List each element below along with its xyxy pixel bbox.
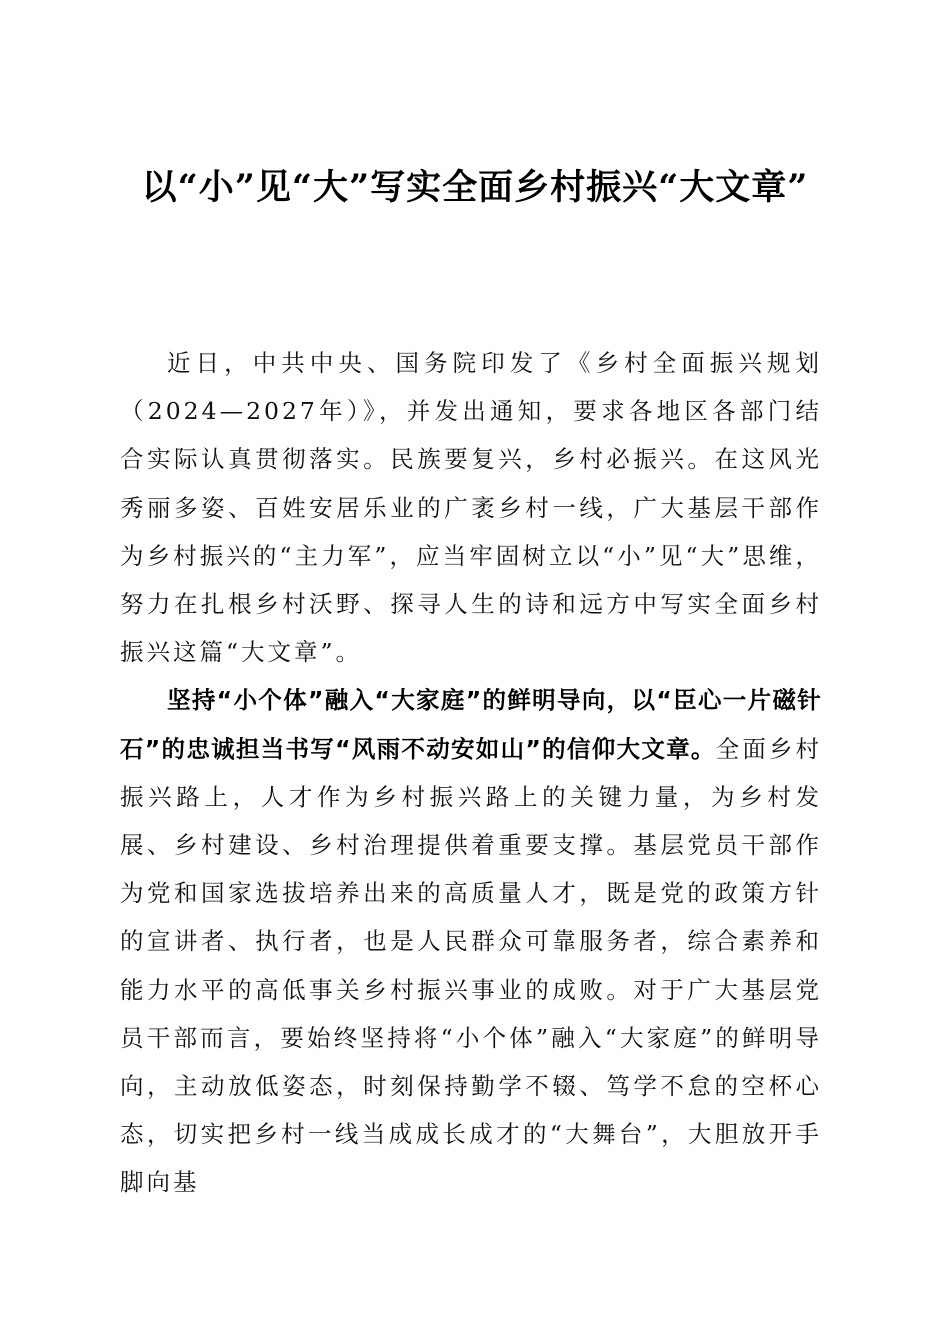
paragraph-text: 近日，中共中央、国务院印发了《乡村全面振兴规划（2024—2027年）》，并发出通知，要求各地区各部门结合实际认真贯彻落实。民族要复兴，乡村必振兴。在这风光秀丽多姿、百姓安居乐业的广袤乡村一线，广大基层干部作为乡村振兴的“主力军”，应当牢固树立以“小”见“大”思维，努力在扎根乡村沃野、探寻人生的诗和远方中写实全面乡村振兴这篇“大文章”。: [120, 349, 822, 667]
article-body: [120, 339, 822, 1207]
page-title: 以“小”见“大”写实全面乡村振兴“大文章”: [141, 167, 809, 208]
paragraph-text: 全面乡村振兴路上，人才作为乡村振兴路上的关键力量，为乡村发展、乡村建设、乡村治理提供着重要支撑。基层党员干部作为党和国家选拔培养出来的高质量人才，既是党的政策方针的宣讲者、执行者，也是人民群众可靠服务者，综合素养和能力水平的高低事关乡村振兴事业的成败。对于广大基层党员干部而言，要始终坚持将“小个体”融入“大家庭”的鲜明导向，主动放低姿态，时刻保持勤学不辍、笃学不怠的空杯心态，切实把乡村一线当成成长成才的“大舞台”，大胆放开手脚向基: [120, 734, 823, 1197]
section-heading: 坚持“小个体”融入“大家庭”的鲜明导向，以“臣心一片磁针石”的忠诚担当书写“风雨不动安如山”的信仰大文章。: [120, 686, 822, 763]
paragraph-intro: [120, 339, 822, 676]
paragraph-section-1: [120, 676, 822, 1206]
